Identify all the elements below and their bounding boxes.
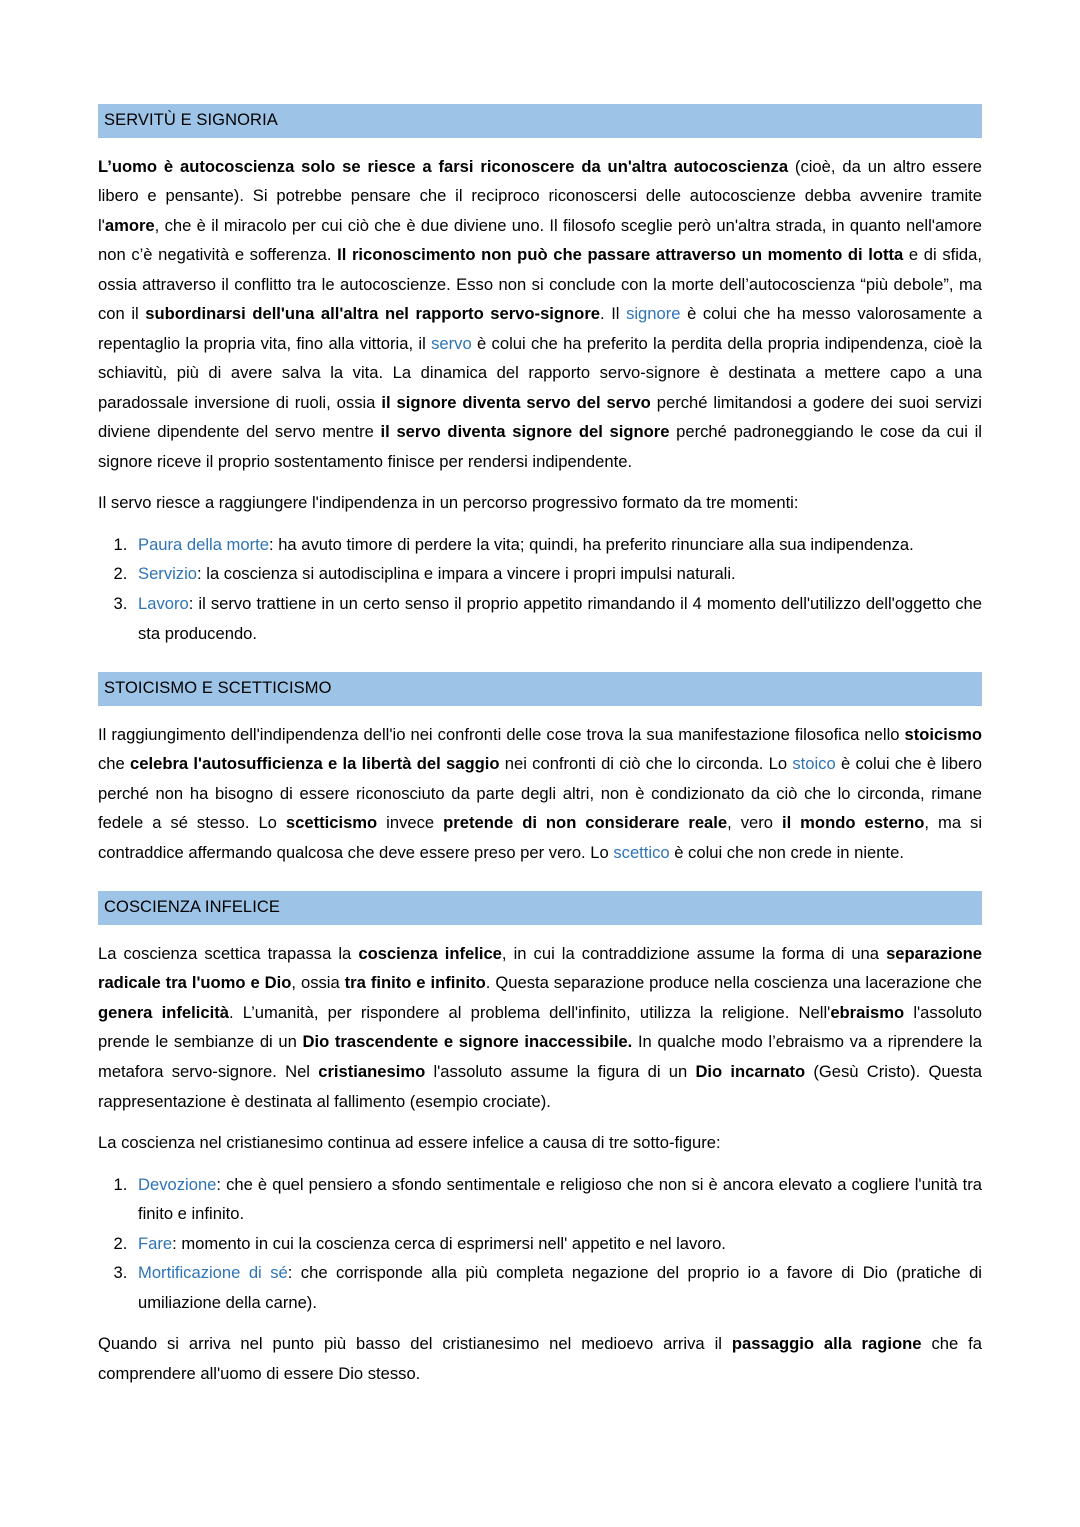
- text-run: è colui che ha preferito la perdita della propria indipendenza, cioè la schiavitù, più di avere salva la vita. La dinamica del rapporto servo-signore è destinata a mettere capo a una paradossale inversione di ruoli, ossia: [98, 333, 983, 412]
- highlight-term-stoico: stoico: [792, 754, 836, 774]
- text-run: (cioè, da un altro essere libero e pensante). Si potrebbe pensare che il reciproco riconoscersi delle autocoscienze debba avvenire tramite l': [98, 156, 982, 235]
- paragraph-stoicismo: [98, 720, 982, 868]
- bold-phrase: subordinarsi dell'una all'altra nel rapporto servo-signore: [145, 304, 601, 324]
- bold-phrase: L’uomo è autocoscienza solo se riesce a farsi riconoscere da un'altra autocoscienza: [98, 156, 789, 176]
- list-item: [132, 1258, 982, 1317]
- text-run: che fa comprendere all'uomo di essere Dio stesso.: [98, 1334, 982, 1383]
- bold-phrase: Dio trascendente e signore inaccessibile.: [302, 1032, 633, 1052]
- list-item-text: : il servo trattiene in un certo senso il proprio appetito rimandando il 4 momento dell'utilizzo dell'oggetto che sta producendo.: [138, 594, 982, 643]
- text-run: Quando si arriva nel punto più basso del cristianesimo nel medioevo arriva il: [98, 1334, 732, 1354]
- bold-phrase: tra finito e infinito: [344, 973, 486, 993]
- bold-phrase: genera infelicità: [98, 1002, 229, 1022]
- section-heading-stoicismo-e-scetticismo: STOICISMO E SCETTICISMO: [98, 672, 982, 706]
- text-run: è colui che ha messo valorosamente a repentaglio la propria vita, fino alla vittoria, il: [98, 304, 982, 353]
- text-run: è colui che è libero perché non ha bisogno di essere riconosciuto da parte degli altri, non è condizionato da ciò che lo circonda, rimane fedele a sé stesso. Lo: [98, 754, 982, 833]
- list-item-term: Fare: [138, 1233, 173, 1253]
- list-item-text: : che è quel pensiero a sfondo sentimentale e religioso che non si è ancora elevato a cogliere l'unità tra finito e infinito.: [138, 1174, 982, 1224]
- text-run: perché padroneggiando le cose da cui il signore riceve il proprio sostentamento finisce per rendersi indipendente.: [98, 422, 982, 471]
- paragraph-servo-indipendenza: Il servo riesce a raggiungere l'indipendenza in un percorso progressivo formato da tre momenti:: [98, 493, 799, 513]
- text-run: . Il: [600, 304, 627, 324]
- bold-phrase: Dio incarnato: [695, 1061, 806, 1081]
- list-item: [132, 559, 982, 589]
- paragraph-coscienza-infelice: [98, 939, 982, 1116]
- list-item: [132, 589, 982, 648]
- bold-phrase: il mondo esterno: [781, 813, 925, 833]
- text-run: . L’umanità, per rispondere al problema dell'infinito, utilizza la religione. Nell': [228, 1002, 831, 1022]
- bold-phrase: il servo diventa signore del signore: [380, 422, 670, 442]
- text-run: Il raggiungimento dell'indipendenza dell'io nei confronti delle cose trova la sua manifestazione filosofica nello: [98, 724, 905, 744]
- highlight-term-scettico: scettico: [613, 842, 670, 862]
- text-run: In qualche modo l’ebraismo va a riprendere la metafora servo-signore. Nel: [98, 1032, 982, 1081]
- list-item-term: Paura della morte: [138, 534, 269, 554]
- bold-phrase: separazione radicale tra l'uomo e Dio: [98, 943, 982, 993]
- text-run: nei confronti di ciò che lo circonda. Lo: [499, 754, 793, 774]
- bold-phrase: stoicismo: [904, 724, 982, 744]
- text-run: , in cui la contraddizione assume la forma di una: [501, 943, 887, 963]
- paragraph-passaggio-alla-ragione: [98, 1329, 982, 1388]
- list-sotto-figure: [98, 1170, 982, 1318]
- bold-phrase: ebraismo: [830, 1002, 905, 1022]
- text-run: . Questa separazione produce nella coscienza una lacerazione che: [485, 973, 982, 993]
- bold-phrase: celebra l'autosufficienza e la libertà del saggio: [130, 754, 500, 774]
- text-run: e di sfida, ossia attraverso il conflitto tra le autocoscienze. Esso non si conclude con la morte dell’autocoscienza “più debole”, ma con il: [98, 245, 982, 324]
- list-item-text: : la coscienza si autodisciplina e impara a vincere i propri impulsi naturali.: [197, 564, 736, 584]
- bold-phrase: passaggio alla ragione: [731, 1334, 922, 1354]
- text-run: perché limitandosi a godere dei suoi servizi diviene dipendente del servo mentre: [98, 392, 982, 442]
- text-run: , ma si contraddice affermando qualcosa che deve essere preso per vero. Lo: [98, 813, 983, 862]
- text-run: invece: [377, 813, 444, 833]
- text-run: (Gesù Cristo). Questa rappresentazione è destinata al fallimento (esempio crociate).: [98, 1061, 982, 1111]
- bold-phrase: amore: [104, 215, 155, 235]
- section-heading-servitu-e-signoria: SERVITÙ E SIGNORIA: [98, 104, 982, 138]
- text-run: , ossia: [291, 973, 345, 993]
- list-item-term: Servizio: [138, 564, 198, 584]
- list-item-term: Mortificazione di sé: [138, 1263, 288, 1283]
- paragraph-servitu-intro: [98, 152, 982, 477]
- list-item-text: : che corrisponde alla più completa negazione del proprio io a favore di Dio (pratiche di umiliazione della carne).: [138, 1263, 982, 1312]
- text-run: l'assoluto assume la figura di un: [425, 1061, 696, 1081]
- list-item: [132, 1170, 982, 1229]
- bold-phrase: pretende di non considerare reale: [443, 813, 728, 833]
- text-run: che: [98, 754, 131, 774]
- text-run: è colui che non crede in niente.: [669, 842, 904, 862]
- bold-phrase: coscienza infelice: [358, 943, 502, 963]
- section-heading-coscienza-infelice: COSCIENZA INFELICE: [98, 891, 982, 925]
- list-item-term: Lavoro: [138, 594, 189, 613]
- highlight-term-servo: servo: [431, 333, 472, 353]
- bold-phrase: il signore diventa servo del servo: [381, 392, 651, 412]
- list-item-text: : ha avuto timore di perdere la vita; quindi, ha preferito rinunciare alla sua indipendenza.: [268, 534, 914, 554]
- text-run: , vero: [727, 813, 782, 833]
- bold-phrase: Il riconoscimento non può che passare attraverso un momento di lotta: [337, 245, 904, 265]
- bold-phrase: cristianesimo: [318, 1061, 426, 1081]
- list-item: [132, 1229, 982, 1259]
- list-tre-momenti: [98, 530, 982, 648]
- list-item-term: Devozione: [138, 1174, 217, 1194]
- highlight-term-signore: signore: [626, 304, 681, 324]
- paragraph-sotto-figure-intro: La coscienza nel cristianesimo continua ad essere infelice a causa di tre sotto-figure:: [98, 1133, 721, 1153]
- text-run: La coscienza scettica trapassa la: [98, 943, 359, 963]
- text-run: l'assoluto prende le sembianze di un: [98, 1002, 982, 1052]
- list-item: [132, 530, 982, 560]
- bold-phrase: scetticismo: [285, 813, 378, 833]
- text-run: , che è il miracolo per cui ciò che è due diviene uno. Il filosofo sceglie però un'altra strada, in quanto nell'amore non c’è negatività e sofferenza.: [98, 215, 982, 265]
- list-item-text: : momento in cui la coscienza cerca di esprimersi nell' appetito e nel lavoro.: [172, 1233, 726, 1253]
